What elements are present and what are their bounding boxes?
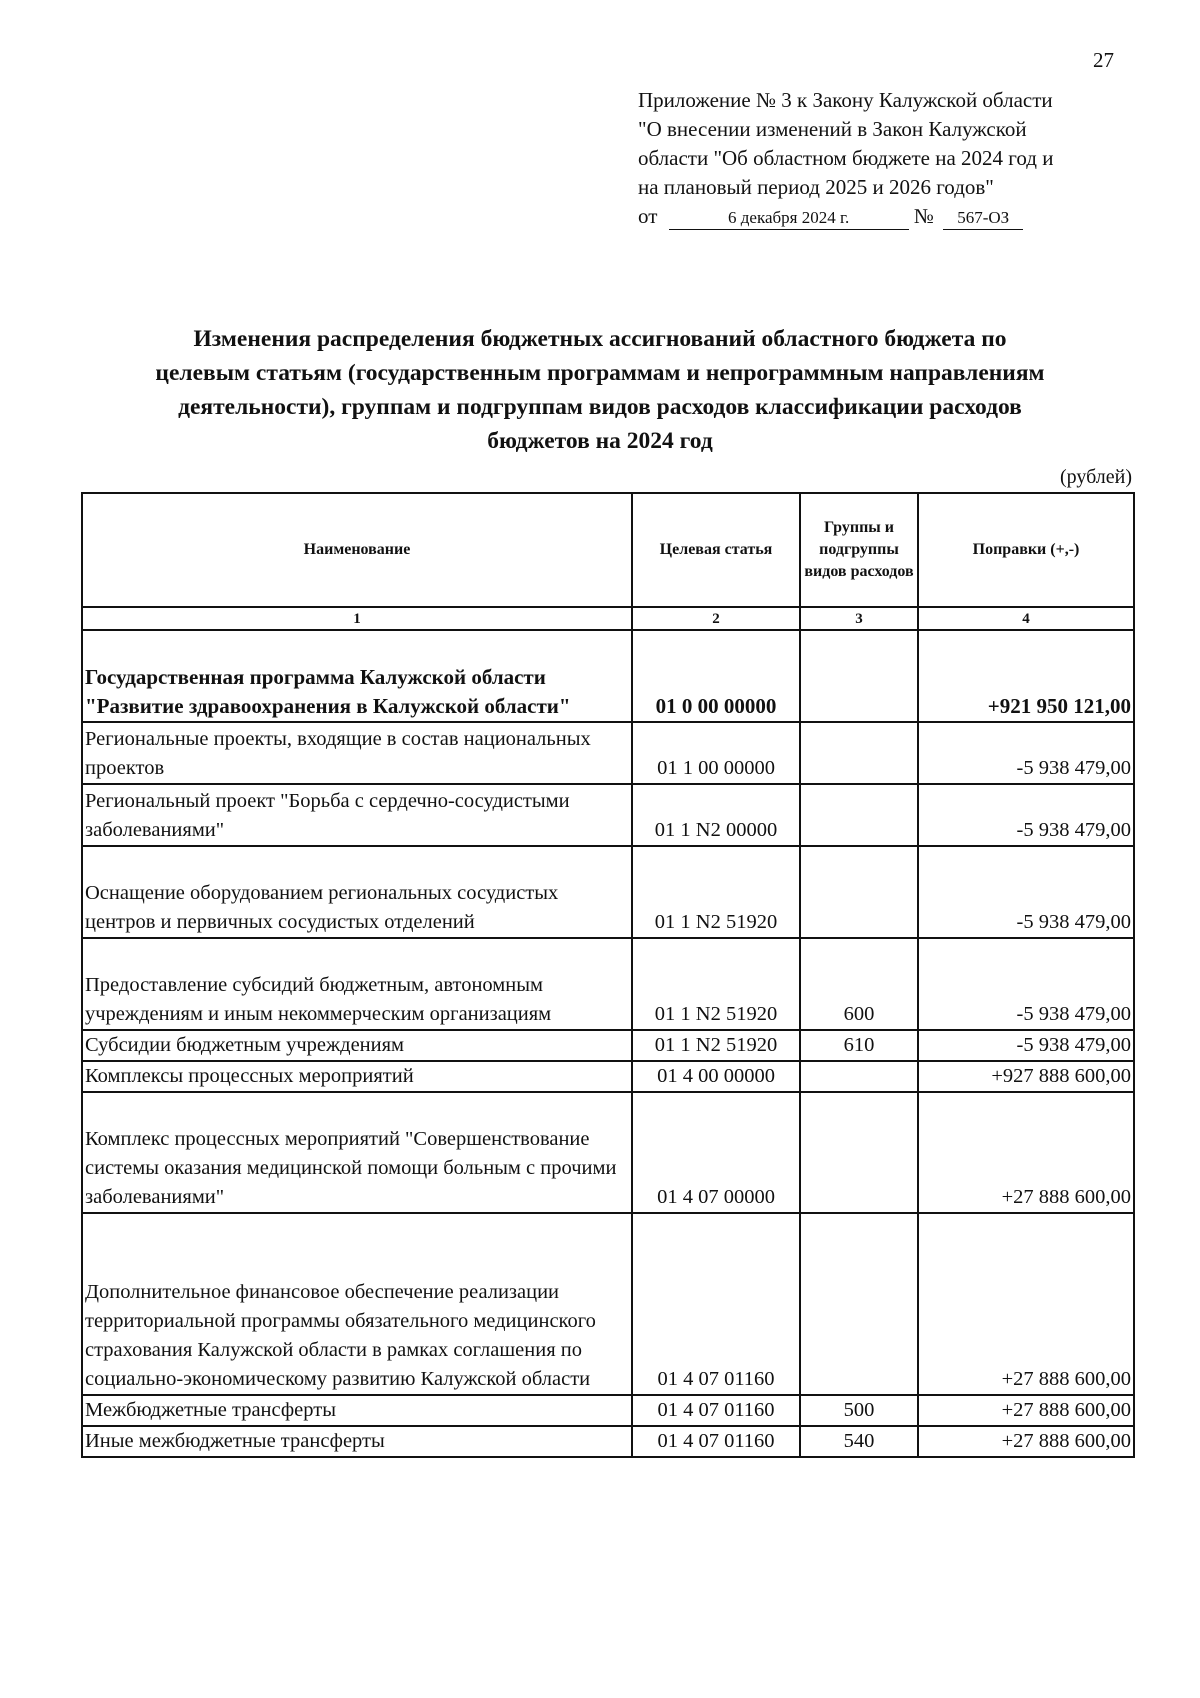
row-name: Оснащение оборудованием региональных сосудистых центров и первичных сосудистых отделений xyxy=(82,846,632,938)
row-group: 600 xyxy=(800,938,918,1030)
row-group: 500 xyxy=(800,1395,918,1426)
table-row xyxy=(82,784,1134,846)
table-row xyxy=(82,1030,1134,1061)
header-target-article: Целевая статья xyxy=(632,493,800,607)
row-code: 01 1 N2 51920 xyxy=(632,938,800,1030)
row-name: Региональный проект "Борьба с сердечно-сосудистыми заболеваниями" xyxy=(82,784,632,846)
table-row xyxy=(82,1395,1134,1426)
row-group xyxy=(800,722,918,784)
row-code: 01 1 00 00000 xyxy=(632,722,800,784)
title-line: бюджетов на 2024 год xyxy=(487,428,713,454)
appendix-line: области "Об областном бюджете на 2024 год и xyxy=(638,146,1054,170)
row-code: 01 0 00 00000 xyxy=(632,630,800,722)
table-row xyxy=(82,1426,1134,1457)
table-header-row xyxy=(82,493,1134,607)
header-groups: Группы и подгруппы видов расходов xyxy=(800,493,918,607)
row-name: Предоставление субсидий бюджетным, автономным учреждениям и иным некоммерческим организациям xyxy=(82,938,632,1030)
row-group xyxy=(800,630,918,722)
appendix-line: "О внесении изменений в Закон Калужской xyxy=(638,117,1027,141)
row-name: Комплексы процессных мероприятий xyxy=(82,1061,632,1092)
row-group xyxy=(800,1213,918,1395)
title-line: Изменения распределения бюджетных ассигнований областного бюджета по xyxy=(193,326,1007,352)
table-row xyxy=(82,1061,1134,1092)
row-amount: -5 938 479,00 xyxy=(918,1030,1134,1061)
appendix-line: Приложение № 3 к Закону Калужской области xyxy=(638,88,1053,112)
table-row xyxy=(82,1213,1134,1395)
row-group: 610 xyxy=(800,1030,918,1061)
row-name: Региональные проекты, входящие в состав национальных проектов xyxy=(82,722,632,784)
row-code: 01 4 07 00000 xyxy=(632,1092,800,1213)
header-name: Наименование xyxy=(82,493,632,607)
appendix-header xyxy=(638,86,1108,231)
column-number: 4 xyxy=(918,607,1134,630)
column-number: 2 xyxy=(632,607,800,630)
row-code: 01 4 00 00000 xyxy=(632,1061,800,1092)
table-row xyxy=(82,938,1134,1030)
row-code: 01 1 N2 00000 xyxy=(632,784,800,846)
row-amount: +27 888 600,00 xyxy=(918,1395,1134,1426)
law-number: 567-ОЗ xyxy=(943,207,1023,230)
title-line: деятельности), группам и подгруппам видов расходов классификации расходов xyxy=(178,394,1022,420)
table-row xyxy=(82,1092,1134,1213)
page-number: 27 xyxy=(1093,48,1114,72)
row-amount: -5 938 479,00 xyxy=(918,938,1134,1030)
appendix-line: на плановый период 2025 и 2026 годов" xyxy=(638,175,994,199)
row-name: Дополнительное финансовое обеспечение реализации территориальной программы обязательного медицинского страхования Калужской области в рамках соглашения по социально-экономическому развитию Калужской области xyxy=(82,1213,632,1395)
row-amount: +27 888 600,00 xyxy=(918,1213,1134,1395)
header-amendments: Поправки (+,-) xyxy=(918,493,1134,607)
row-code: 01 4 07 01160 xyxy=(632,1395,800,1426)
table-row xyxy=(82,630,1134,722)
row-name: Комплекс процессных мероприятий "Совершенствование системы оказания медицинской помощи больным с прочими заболеваниями" xyxy=(82,1092,632,1213)
row-amount: +27 888 600,00 xyxy=(918,1426,1134,1457)
row-amount: +27 888 600,00 xyxy=(918,1092,1134,1213)
row-code: 01 1 N2 51920 xyxy=(632,1030,800,1061)
column-number: 3 xyxy=(800,607,918,630)
row-amount: -5 938 479,00 xyxy=(918,722,1134,784)
table-row xyxy=(82,846,1134,938)
row-name: Межбюджетные трансферты xyxy=(82,1395,632,1426)
appendix-signature-line xyxy=(638,202,1108,231)
document-title xyxy=(70,322,1130,458)
row-group xyxy=(800,1092,918,1213)
row-group: 540 xyxy=(800,1426,918,1457)
row-group xyxy=(800,784,918,846)
table-row xyxy=(82,722,1134,784)
row-code: 01 1 N2 51920 xyxy=(632,846,800,938)
title-line: целевым статьям (государственным программам и непрограммным направлениям xyxy=(155,360,1045,386)
row-name: Иные межбюджетные трансферты xyxy=(82,1426,632,1457)
column-number: 1 xyxy=(82,607,632,630)
row-group xyxy=(800,846,918,938)
number-label: № xyxy=(913,204,934,228)
row-amount: +921 950 121,00 xyxy=(918,630,1134,722)
budget-table xyxy=(81,492,1135,1458)
row-code: 01 4 07 01160 xyxy=(632,1213,800,1395)
law-date: 6 декабря 2024 г. xyxy=(669,207,909,230)
column-number-row xyxy=(82,607,1134,630)
row-amount: -5 938 479,00 xyxy=(918,784,1134,846)
from-label: от xyxy=(638,204,658,228)
row-name: Субсидии бюджетным учреждениям xyxy=(82,1030,632,1061)
row-amount: +927 888 600,00 xyxy=(918,1061,1134,1092)
row-amount: -5 938 479,00 xyxy=(918,846,1134,938)
units-label: (рублей) xyxy=(1059,466,1132,488)
row-group xyxy=(800,1061,918,1092)
row-code: 01 4 07 01160 xyxy=(632,1426,800,1457)
row-name: Государственная программа Калужской области "Развитие здравоохранения в Калужской области" xyxy=(82,630,632,722)
